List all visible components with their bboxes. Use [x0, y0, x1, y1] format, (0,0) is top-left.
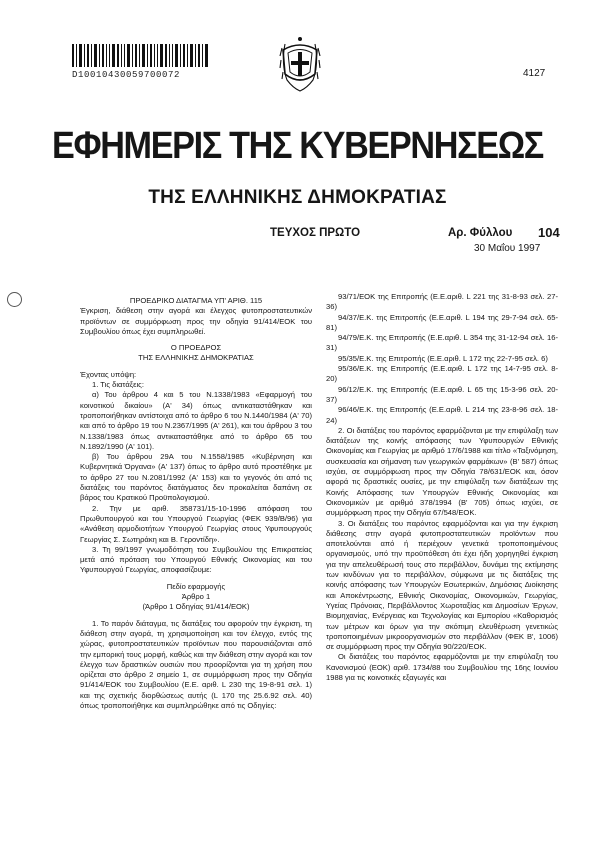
decree-subject: Έγκριση, διάθεση στην αγορά και έλεγχος φυτοπροστατευτικών προϊόντων σε συμμόρφωση προς την οδηγία 91/414/ΕΟΚ του Συμβουλίου όπως έχει συμπληρωθεί. — [80, 306, 312, 336]
having-regard: Έχοντας υπόψη: — [80, 369, 137, 379]
article-paragraph: 1. Το παρόν διάταγμα, τις διατάξεις του αφορούν την έγκριση, τη διάθεση στην αγορά, τη χρησιμοποίηση και τον έλεγχο, εντός της χώρας, φυτοπροστατευτικών προϊόντων που παρουσιάζονται από την εμπορική τους μορφή, καθώς και την διάθεση στην αγορά και τον έλεγχο των δραστικών ουσιών που προορίζονται για τη χρήση που ορίζεται στο άρθρο 2 σημείο 1, σε συμμόρφωση προς την Οδηγία 91/414/ΕΟΚ του Συμβουλίου (Ε.Ε. αριθ. L 230 της 19-8-91 σελ. 1) και της σχετικής διορθώσεως αυτής (L 170 της 25.6.92 σελ. 40) όπως τροποποιήθηκε και συμπληρώθηκε από τις Οδηγίες: — [80, 618, 312, 710]
paragraph-tail: Οι διατάξεις του παρόντος εφαρμόζονται με την επιφύλαξη του Κανονισμού (ΕΟΚ) αριθ. 1734/88 του Συμβουλίου της 16ης Ιουνίου 1988 για τις κοινοτικές εξαγωγές και — [326, 652, 558, 682]
republic-heading: ΤΗΣ ΕΛΛΗΝΙΚΗΣ ΔΗΜΟΚΡΑΤΙΑΣ — [138, 353, 254, 363]
masthead-subtitle: ΤΗΣ ΕΛΛΗΝΙΚΗΣ ΔΗΜΟΚΡΑΤΙΑΣ — [148, 187, 447, 208]
paragraph-b: β) Του άρθρου 29Α του Ν.1558/1985 «Κυβέρνηση και Κυβερνητικά Όργανα» (Α' 137) όπως το άρθρο αυτό προστέθηκε με το άρθρο 27 του Ν.2081/1992 (Α' 153) και το γεγονός ότι από τις διατάξεις του παρόντος διατάγματος δεν προκαλείται δαπάνη σε βάρος του Κρατικού Προϋπολογισμού. — [80, 452, 312, 503]
article-heading: Άρθρο 1 — [181, 592, 211, 602]
directive-entry: 94/37/Ε.Κ. της Επιτροπής (Ε.Ε.αριθ. L 194 της 29-7-94 σελ. 65-81) — [326, 312, 558, 332]
issue-date: 30 Μαΐου 1997 — [474, 243, 541, 254]
directive-entry: 96/46/Ε.Κ. της Επιτροπής (Ε.Ε.αριθ. L 214 της 23-8-96 σελ. 18-24) — [326, 405, 558, 425]
sheet-number: 104 — [538, 225, 560, 240]
scope-heading: Πεδίο εφαρμογής — [166, 581, 226, 591]
issue-type: ΤΕΥΧΟΣ ΠΡΩΤΟ — [270, 227, 361, 239]
decree-title: ΠΡΟΕΔΡΙΚΟ ΔΙΑΤΑΓΜΑ ΥΠ' ΑΡΙΘ. 115 — [129, 296, 263, 305]
barcode-number: D10010430059700072 — [72, 70, 181, 80]
president-heading: Ο ΠΡΟΕΔΡΟΣ — [170, 343, 222, 353]
sheet-label: Αρ. Φύλλου — [448, 227, 513, 239]
greek-coat-of-arms-icon — [279, 34, 321, 94]
right-column — [326, 292, 558, 683]
item-2: 2. Την με αριθ. 358731/15-10-1996 απόφαση του Πρωθυπουργού και του Υπουργού Γεωργίας (ΦΕΚ 939/Β/96) για «Ανάθεση αρμοδιοτήτων Υπουργού Γεωργίας στους Υφυπουργούς Γεωργίας Σ. Σωτηράκη και Β. Γεροντίδη». — [80, 503, 312, 544]
masthead-title: ΕΦΗΜΕΡΙΣ ΤΗΣ ΚΥΒΕΡΝΗΣΕΩΣ — [52, 125, 543, 167]
item-3: 3. Τη 99/1997 γνωμοδότηση του Συμβουλίου της Επικρατείας μετά από πρόταση του Υπουργού Εθνικής Οικονομίας και του Υφυπουργού Γεωργίας, αποφασίζουμε: — [80, 544, 312, 575]
barcode — [72, 44, 208, 67]
item-1: 1. Τις διατάξεις: — [92, 380, 144, 390]
paragraph-3: 3. Οι διατάξεις του παρόντος εφαρμόζονται και για την έγκριση διάθεσης στην αγορά φυτοπροστατευτικών προϊόντων που αποτελούνται από ή περιέχουν γενετικά τροποποιημένους οργανισμούς, υπό την προϋπόθεση ότι έχει ήδη χορηγηθεί έγκριση για την απελευθέρωσή τους στο περιβάλλον, δυνάμει της εκτίμησης των κινδύνων για το περιβάλλον, σύμφωνα με τις διατάξεις της κοινής απόφασης των Υπουργών Εσωτερικών, Δημόσιας Διοίκησης και Αποκέντρωσης, Εθνικής Οικονομίας, Οικονομικών, Γεωργίας, Υγείας Πρόνοιας, Περιβάλλοντος Χωροταξίας και Δημοσίων Έργων, Βιομηχανίας, Ενέργειας και Τεχνολογίας και Εμπορίου «Καθορισμός των μέτρων και όρων για την σκόπιμη ελευθέρωση γενετικώς τροποποιημένων μικροοργανισμών στο περιβάλλον (ΦΕΚ Β', 1006) σε συμμόρφωση προς την Οδηγία 90/220/ΕΟΚ. — [326, 518, 558, 652]
left-column — [80, 296, 312, 711]
page-number: 4127 — [523, 68, 546, 79]
article-reference: (Άρθρο 1 Οδηγίας 91/414/ΕΟΚ) — [142, 602, 250, 612]
directive-entry: 96/12/Ε.Κ. της Επιτροπής (Ε.Ε.αριθ. L 65 της 15-3-96 σελ. 20-37) — [326, 384, 558, 404]
directive-entry: 93/71/ΕΟΚ της Επιτροπής (Ε.Ε.αριθ. L 221 της 31-8-93 σελ. 27-36) — [326, 292, 558, 312]
directive-list — [326, 292, 558, 426]
paragraph-2: 2. Οι διατάξεις του παρόντος εφαρμόζονται με την επιφύλαξη των διατάξεων της κοινής απόφασης των Υφυπουργών Εθνικής Οικονομίας και Γεωργίας με αριθμό 17/6/1988 και τίτλο «Ταξινόμηση, συσκευασία και σήμανση των γεωργικών φαρμάκων» (Β' 587) όπως ισχύει, σε συμμόρφωση προς την Οδηγία 78/631/ΕΟΚ και, όσον αφορά τις δραστικές ουσίες, με την επιφύλαξη των διατάξεων της Κοινής Απόφασης των Υπουργών Εθνικής Οικονομίας και Οικονομικών με αριθμό 378/1994 (Β' 705) όπως ισχύει, σε συμμόρφωση προς την Οδηγία 67/548/ΕΟΚ. — [326, 425, 558, 518]
paragraph-a: α) Του άρθρου 4 και 5 του Ν.1338/1983 «Εφαρμογή του κοινοτικού δικαίου» (Α' 34) όπως αντικαταστάθηκαν και τροποποιήθηκαν αντίστοιχα από το άρθρο 6 του Ν.1440/1984 (Α' 70) και από το άρθρο 19 του Ν.2367/1995 (Α' 261), και του άρθρου 3 του Ν.1338/1983 όπως αντικαταστάθηκε από το άρθρο 65 του Ν.1892/1990 (Α' 101). — [80, 390, 312, 451]
directive-entry: 94/79/Ε.Κ. της Επιτροπής (Ε.Ε.αριθ. L 354 της 31-12-94 σελ. 16-31) — [326, 333, 558, 353]
directive-entry: 95/35/Ε.Κ. της Επιτροπής (Ε.Ε.αριθ. L 172 της 22-7-95 σελ. 6) — [338, 353, 548, 363]
punch-hole — [7, 292, 22, 307]
directive-entry: 95/36/Ε.Κ. της Επιτροπής (Ε.Ε.αριθ. L 172 της 14-7-95 σελ. 8-20) — [326, 364, 558, 384]
